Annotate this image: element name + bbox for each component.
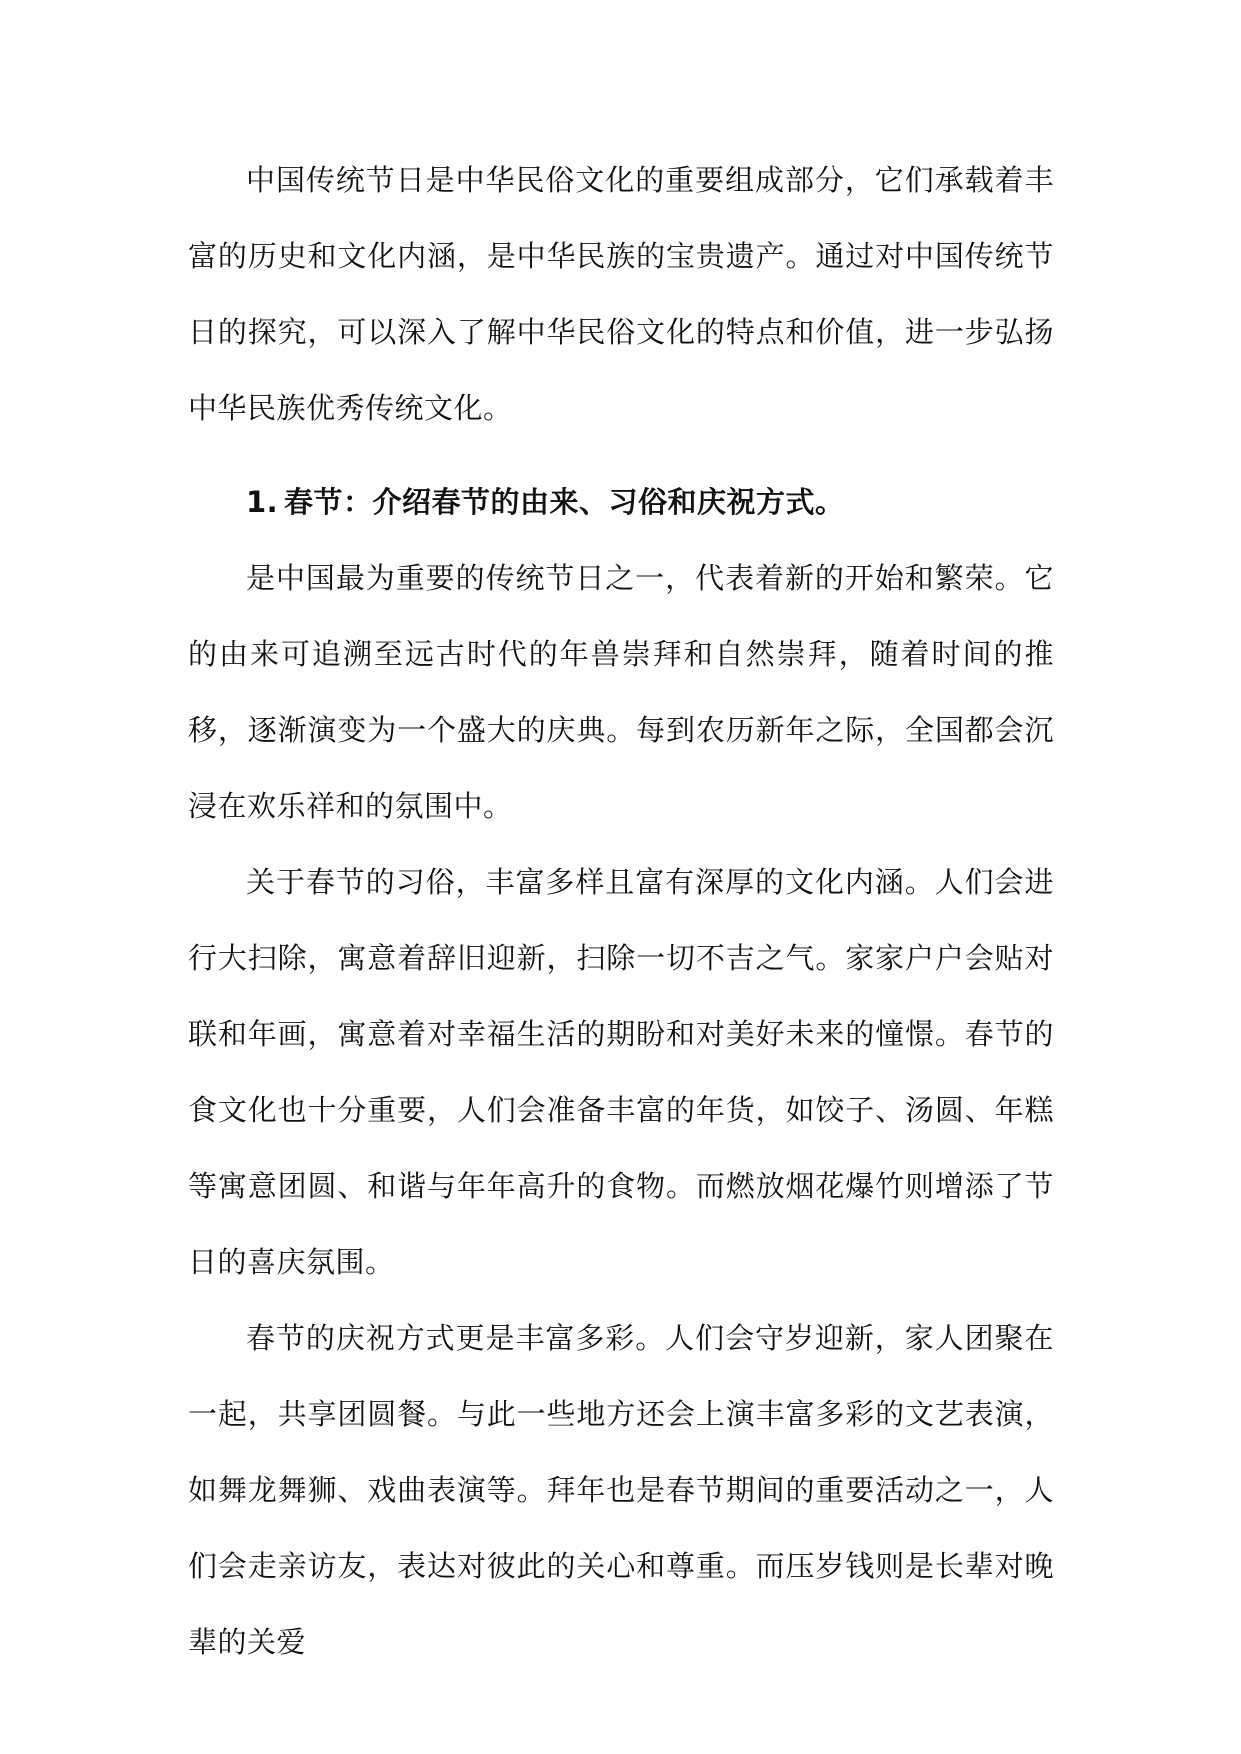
document-body: [188, 142, 1054, 1680]
section-heading: [188, 464, 1054, 540]
section-number: 1.: [246, 485, 279, 519]
body-paragraph-origin: 是中国最为重要的传统节日之一，代表着新的开始和繁荣。它的由来可追溯至远古时代的年兽崇拜和自然崇拜，随着时间的推移，逐渐演变为一个盛大的庆典。每到农历新年之际，全国都会沉浸在欢乐祥和的氛围中。: [188, 561, 1054, 823]
intro-paragraph: 中国传统节日是中华民俗文化的重要组成部分，它们承载着丰富的历史和文化内涵，是中华民族的宝贵遗产。通过对中国传统节日的探究，可以深入了解中华民俗文化的特点和价值，进一步弘扬中华民族优秀传统文化。: [188, 163, 1054, 425]
body-paragraph-celebration: 春节的庆祝方式更是丰富多彩。人们会守岁迎新，家人团聚在一起，共享团圆餐。与此一些地方还会上演丰富多彩的文艺表演，如舞龙舞狮、戏曲表演等。拜年也是春节期间的重要活动之一，人们会走亲访友，表达对彼此的关心和尊重。而压岁钱则是长辈对晚辈的关爱: [188, 1321, 1054, 1659]
body-paragraph-customs: 关于春节的习俗，丰富多样且富有深厚的文化内涵。人们会进行大扫除，寓意着辞旧迎新，扫除一切不吉之气。家家户户会贴对联和年画，寓意着对幸福生活的期盼和对美好未来的憧憬。春节的食文化也十分重要，人们会准备丰富的年货，如饺子、汤圆、年糕等寓意团圆、和谐与年年高升的食物。而燃放烟花爆竹则增添了节日的喜庆氛围。: [188, 865, 1054, 1279]
section-title: 春节：介绍春节的由来、习俗和庆祝方式。: [284, 485, 845, 519]
